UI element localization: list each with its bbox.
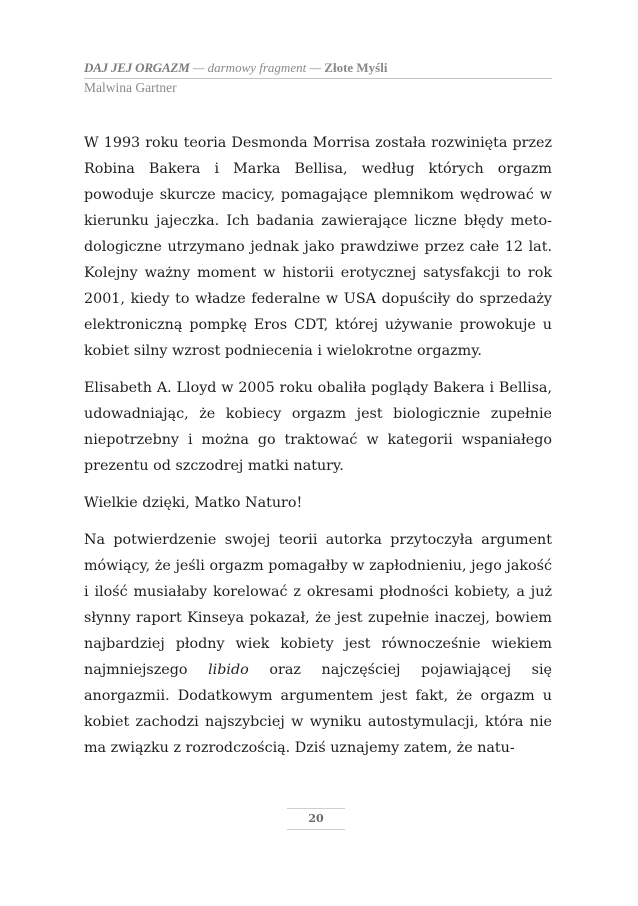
paragraph-4-text-b: oraz najczęściej pojawiającej się anorgazmii. Dodatkowym argumentem jest fakt, że orgazm u kobiet zachodzi najszybciej w wyniku autostymulacji, która nie ma związku z rozrodczością. Dziś uznajemy zatem, że natu-	[84, 662, 552, 756]
paragraph-4	[84, 527, 552, 761]
paragraph-4-text-a: Na potwierdzenie swojej teorii autorka przytoczyła argument mówiący, że jeśli orgazm pomagałby w zapłodnieniu, jego jakość i ilość musiałaby korelować z okresami płodności kobiety, a już słynny raport Kinseya pokazał, że jest zupełnie inaczej, bowiem najbardziej płodny wiek kobiety jest równocześnie wiekiem najmniejszego	[84, 532, 552, 678]
header-title-line	[84, 60, 552, 76]
header-separator-2: —	[306, 60, 325, 75]
paragraph-3-text: Wielkie dzięki, Matko Naturo!	[84, 495, 303, 511]
paragraph-1-text: W 1993 roku teoria Desmonda Morrisa została rozwinięta przez Robina Bakera i Marka Bellisa, według których orgazm powoduje skurcze macicy, pomagające plemnikom wędrować w kierunku jajeczka. Ich badania zawierające liczne błędy metodologiczne utrzymano jednak jako prawdziwe przez całe 12 lat. Kolejny ważny moment w historii erotycznej satysfakcji to rok 2001, kiedy to władze federalne w USA dopuściły do sprzedaży elektroniczną pompkę Eros CDT, której używanie prowokuje u kobiet silny wzrost podniecenia i wielokrotne orgazmy.	[84, 135, 552, 359]
footer-rule-bottom	[287, 829, 345, 830]
paragraph-2-text: Elisabeth A. Lloyd w 2005 roku obaliła poglądy Bakera i Bellisa, udowadniając, że kobiecy orgazm jest biologicznie zupełnie niepotrzebny i można go traktować w kategorii wspaniałego prezentu od szczodrej matki natury.	[84, 380, 552, 474]
header-divider	[84, 78, 552, 79]
book-title: DAJ JEJ ORGAZM	[84, 60, 190, 75]
paragraph-4-emphasis: libido	[208, 662, 249, 678]
body-text	[84, 130, 552, 772]
paragraph-3	[84, 490, 552, 516]
fragment-label: darmowy fragment	[207, 60, 307, 75]
header-separator-1: —	[189, 60, 208, 75]
publisher-name: Złote Myśli	[324, 60, 388, 75]
author-name: Malwina Gartner	[84, 80, 177, 95]
page-footer	[287, 808, 345, 830]
paragraph-1	[84, 130, 552, 364]
paragraph-2	[84, 375, 552, 479]
running-header	[84, 60, 552, 96]
page-number: 20	[308, 812, 324, 825]
